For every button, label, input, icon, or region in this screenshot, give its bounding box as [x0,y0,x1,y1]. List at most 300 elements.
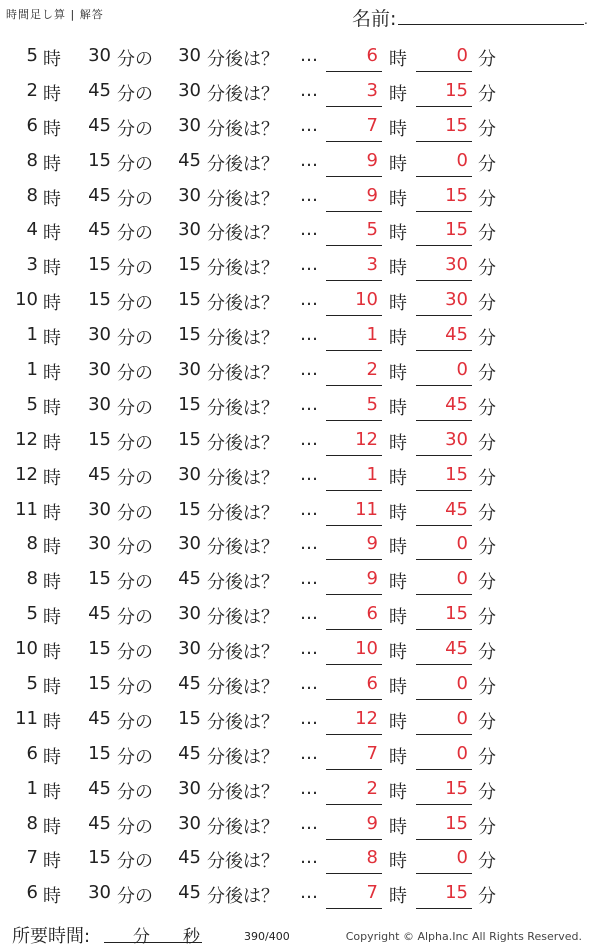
answer-minute-blank[interactable] [416,839,472,840]
answer-minute-blank[interactable] [416,594,472,595]
ellipsis: … [300,498,318,520]
problem-row [0,423,600,458]
ellipsis: … [300,463,318,485]
answer-minute-label: 分 [478,188,496,210]
problem-row [0,737,600,772]
problem-row [0,74,600,109]
problem-row [0,248,600,283]
answer-hour-label: 時 [389,328,407,350]
minutes-later-label: 分後は？ [207,223,279,245]
answer-hour-blank[interactable] [326,490,382,491]
problem-row [0,109,600,144]
elapsed-minutes-label: 分 [133,927,150,947]
added-minutes: 45 [178,882,201,904]
answer-hour-blank[interactable] [326,734,382,735]
ellipsis: … [300,707,318,729]
answer-minute-blank[interactable] [416,734,472,735]
answer-hour-label: 時 [389,886,407,908]
answer-hour-label: 時 [389,816,407,838]
answer-minute-label: 分 [478,781,496,803]
answer-hour-label: 時 [389,153,407,175]
added-minutes: 15 [178,498,201,520]
start-minute: 30 [88,882,111,904]
problem-row [0,597,600,632]
answer-hour: 2 [366,777,378,799]
answer-hour-label: 時 [389,223,407,245]
answer-minute: 0 [456,742,468,764]
answer-minute-label: 分 [478,642,496,664]
answer-minute-label: 分 [478,49,496,70]
added-minutes: 30 [178,45,201,66]
answer-hour-blank[interactable] [326,525,382,526]
hour-label: 時 [43,293,61,315]
answer-minute-blank[interactable] [416,908,472,909]
answer-minute-label: 分 [478,328,496,350]
minutes-later-label: 分後は？ [207,816,279,838]
answer-minute-label: 分 [478,363,496,385]
start-minute: 30 [88,393,111,415]
answer-minute: 15 [445,777,468,799]
hour-label: 時 [43,83,61,105]
answer-minute-label: 分 [478,83,496,105]
answer-hour: 3 [366,254,378,276]
minutes-later-label: 分後は？ [207,258,279,280]
hour-label: 時 [43,816,61,838]
answer-minute-blank[interactable] [416,211,472,212]
start-minute: 15 [88,289,111,311]
hour-label: 時 [43,363,61,385]
answer-hour-blank[interactable] [326,769,382,770]
minute-of-label: 分の [117,397,153,419]
hour-label: 時 [43,328,61,350]
answer-hour: 5 [366,219,378,241]
answer-minute-blank[interactable] [416,804,472,805]
answer-hour-blank[interactable] [326,594,382,595]
answer-hour-label: 時 [389,49,407,70]
minutes-later-label: 分後は？ [207,886,279,908]
ellipsis: … [300,219,318,241]
answer-hour-blank[interactable] [326,315,382,316]
problem-row [0,667,600,702]
hour-label: 時 [43,258,61,280]
added-minutes: 45 [178,742,201,764]
answer-minute-blank[interactable] [416,141,472,142]
minutes-later-label: 分後は？ [207,153,279,175]
problem-row [0,144,600,179]
added-minutes: 30 [178,533,201,555]
hour-label: 時 [43,711,61,733]
minutes-later-label: 分後は？ [207,677,279,699]
answer-hour-blank[interactable] [326,873,382,874]
hour-label: 時 [43,746,61,768]
minutes-later-label: 分後は？ [207,607,279,629]
answer-hour-blank[interactable] [326,71,382,72]
answer-hour-label: 時 [389,781,407,803]
answer-hour-label: 時 [389,711,407,733]
added-minutes: 15 [178,324,201,346]
answer-minute-blank[interactable] [416,280,472,281]
problem-row [0,353,600,388]
answer-minute-label: 分 [478,607,496,629]
ellipsis: … [300,289,318,311]
elapsed-time-label: 所要時間: [12,926,91,947]
answer-minute-label: 分 [478,851,496,873]
name-field-end-dot: . [584,13,588,27]
answer-hour: 7 [366,742,378,764]
answer-minute: 0 [456,149,468,171]
start-minute: 15 [88,428,111,450]
added-minutes: 30 [178,219,201,241]
answer-minute-blank[interactable] [416,420,472,421]
answer-minute: 15 [445,882,468,904]
answer-minute-label: 分 [478,223,496,245]
name-field-line[interactable] [398,24,584,25]
added-minutes: 45 [178,673,201,695]
answer-minute: 30 [445,289,468,311]
answer-hour-blank[interactable] [326,455,382,456]
answer-hour: 9 [366,568,378,590]
hour-label: 時 [43,886,61,908]
answer-minute-blank[interactable] [416,559,472,560]
start-minute: 45 [88,812,111,834]
problem-list [0,39,600,911]
added-minutes: 45 [178,149,201,171]
ellipsis: … [300,184,318,206]
ellipsis: … [300,568,318,590]
answer-minute: 45 [445,638,468,660]
added-minutes: 15 [178,393,201,415]
answer-hour-blank[interactable] [326,245,382,246]
minutes-later-label: 分後は？ [207,432,279,454]
hour-label: 時 [43,467,61,489]
start-hour: 7 [26,847,38,869]
answer-minute-label: 分 [478,153,496,175]
answer-minute: 45 [445,498,468,520]
start-minute: 45 [88,79,111,101]
added-minutes: 30 [178,114,201,136]
minute-of-label: 分の [117,118,153,140]
start-hour: 5 [26,45,38,66]
answer-minute: 0 [456,673,468,695]
minutes-later-label: 分後は？ [207,293,279,315]
answer-hour-blank[interactable] [326,211,382,212]
hour-label: 時 [43,572,61,594]
minute-of-label: 分の [117,886,153,908]
minute-of-label: 分の [117,572,153,594]
answer-hour-label: 時 [389,363,407,385]
answer-minute-blank[interactable] [416,664,472,665]
answer-hour-blank[interactable] [326,629,382,630]
minute-of-label: 分の [117,642,153,664]
minute-of-label: 分の [117,223,153,245]
start-minute: 45 [88,777,111,799]
start-minute: 30 [88,45,111,66]
problem-row [0,179,600,214]
copyright: Copyright © Alpha.Inc All Rights Reserved. [345,930,582,943]
answer-hour: 1 [366,324,378,346]
start-hour: 12 [15,428,38,450]
minute-of-label: 分の [117,49,153,70]
start-hour: 4 [26,219,38,241]
answer-hour-label: 時 [389,188,407,210]
answer-minute-label: 分 [478,502,496,524]
answer-hour: 1 [366,463,378,485]
answer-minute-blank[interactable] [416,350,472,351]
minutes-later-label: 分後は？ [207,781,279,803]
answer-minute-blank[interactable] [416,106,472,107]
answer-hour: 8 [366,847,378,869]
answer-hour: 10 [355,638,378,660]
start-hour: 1 [26,777,38,799]
start-minute: 30 [88,498,111,520]
minute-of-label: 分の [117,293,153,315]
problem-row [0,39,600,74]
start-hour: 5 [26,673,38,695]
ellipsis: … [300,847,318,869]
answer-hour-label: 時 [389,642,407,664]
ellipsis: … [300,812,318,834]
elapsed-seconds-label: 秒 [183,927,200,947]
start-hour: 10 [15,289,38,311]
answer-minute-label: 分 [478,816,496,838]
answer-hour: 11 [355,498,378,520]
answer-minute-label: 分 [478,677,496,699]
answer-minute-blank[interactable] [416,385,472,386]
answer-minute-blank[interactable] [416,71,472,72]
answer-minute-blank[interactable] [416,315,472,316]
answer-minute: 0 [456,707,468,729]
minute-of-label: 分の [117,711,153,733]
answer-hour-blank[interactable] [326,176,382,177]
start-hour: 2 [26,79,38,101]
answer-hour: 7 [366,882,378,904]
start-minute: 45 [88,184,111,206]
answer-minute-blank[interactable] [416,699,472,700]
answer-minute-blank[interactable] [416,490,472,491]
answer-hour: 9 [366,184,378,206]
answer-hour-label: 時 [389,83,407,105]
answer-minute: 0 [456,847,468,869]
ellipsis: … [300,742,318,764]
answer-minute-blank[interactable] [416,629,472,630]
ellipsis: … [300,638,318,660]
added-minutes: 45 [178,568,201,590]
answer-hour-blank[interactable] [326,839,382,840]
answer-minute-blank[interactable] [416,176,472,177]
answer-hour: 6 [366,673,378,695]
answer-minute-label: 分 [478,711,496,733]
minute-of-label: 分の [117,83,153,105]
ellipsis: … [300,114,318,136]
minutes-later-label: 分後は？ [207,537,279,559]
problem-row [0,807,600,842]
hour-label: 時 [43,223,61,245]
minutes-later-label: 分後は？ [207,711,279,733]
answer-minute: 15 [445,219,468,241]
hour-label: 時 [43,153,61,175]
answer-minute-blank[interactable] [416,769,472,770]
answer-hour: 3 [366,79,378,101]
hour-label: 時 [43,118,61,140]
ellipsis: … [300,324,318,346]
answer-hour-label: 時 [389,397,407,419]
hour-label: 時 [43,397,61,419]
answer-minute-label: 分 [478,886,496,908]
ellipsis: … [300,603,318,625]
problem-row [0,702,600,737]
answer-hour-blank[interactable] [326,559,382,560]
answer-hour-label: 時 [389,467,407,489]
answer-hour-label: 時 [389,677,407,699]
minute-of-label: 分の [117,467,153,489]
answer-hour-label: 時 [389,607,407,629]
start-hour: 8 [26,812,38,834]
answer-hour: 9 [366,533,378,555]
answer-minute-label: 分 [478,572,496,594]
ellipsis: … [300,79,318,101]
added-minutes: 30 [178,184,201,206]
start-hour: 6 [26,742,38,764]
answer-minute: 15 [445,114,468,136]
answer-hour-blank[interactable] [326,804,382,805]
start-minute: 45 [88,463,111,485]
problem-row [0,493,600,528]
minutes-later-label: 分後は？ [207,642,279,664]
minutes-later-label: 分後は？ [207,746,279,768]
answer-hour-blank[interactable] [326,908,382,909]
minutes-later-label: 分後は？ [207,188,279,210]
start-hour: 8 [26,533,38,555]
start-minute: 15 [88,742,111,764]
minute-of-label: 分の [117,502,153,524]
answer-hour-blank[interactable] [326,664,382,665]
added-minutes: 30 [178,777,201,799]
answer-hour-blank[interactable] [326,699,382,700]
name-label: 名前: [352,8,397,30]
added-minutes: 30 [178,638,201,660]
answer-hour-blank[interactable] [326,141,382,142]
answer-hour: 6 [366,45,378,66]
answer-hour-label: 時 [389,851,407,873]
added-minutes: 15 [178,428,201,450]
minute-of-label: 分の [117,432,153,454]
answer-minute-blank[interactable] [416,873,472,874]
answer-minute-label: 分 [478,397,496,419]
problem-row [0,876,600,911]
answer-minute-blank[interactable] [416,245,472,246]
answer-hour-label: 時 [389,502,407,524]
added-minutes: 30 [178,79,201,101]
answer-minute-blank[interactable] [416,455,472,456]
problem-row [0,841,600,876]
start-minute: 45 [88,707,111,729]
answer-minute-blank[interactable] [416,525,472,526]
minute-of-label: 分の [117,781,153,803]
minutes-later-label: 分後は？ [207,83,279,105]
answer-minute-label: 分 [478,258,496,280]
hour-label: 時 [43,432,61,454]
minute-of-label: 分の [117,677,153,699]
minute-of-label: 分の [117,258,153,280]
start-hour: 8 [26,149,38,171]
added-minutes: 45 [178,847,201,869]
ellipsis: … [300,254,318,276]
minutes-later-label: 分後は？ [207,467,279,489]
hour-label: 時 [43,851,61,873]
problem-row [0,388,600,423]
minutes-later-label: 分後は？ [207,328,279,350]
answer-minute: 15 [445,79,468,101]
answer-hour-blank[interactable] [326,385,382,386]
start-minute: 15 [88,673,111,695]
page-number: 390/400 [244,930,290,943]
answer-minute: 15 [445,603,468,625]
start-minute: 30 [88,324,111,346]
ellipsis: … [300,533,318,555]
minute-of-label: 分の [117,153,153,175]
answer-minute-label: 分 [478,746,496,768]
answer-hour-blank[interactable] [326,280,382,281]
start-hour: 12 [15,463,38,485]
answer-hour: 6 [366,603,378,625]
start-minute: 30 [88,533,111,555]
problem-row [0,562,600,597]
added-minutes: 30 [178,603,201,625]
answer-hour: 9 [366,149,378,171]
ellipsis: … [300,428,318,450]
answer-minute: 15 [445,463,468,485]
start-hour: 5 [26,603,38,625]
start-hour: 6 [26,882,38,904]
minutes-later-label: 分後は？ [207,502,279,524]
problem-row [0,318,600,353]
answer-hour-label: 時 [389,432,407,454]
answer-hour: 10 [355,289,378,311]
start-minute: 15 [88,149,111,171]
answer-hour-blank[interactable] [326,350,382,351]
answer-minute-label: 分 [478,467,496,489]
answer-hour-blank[interactable] [326,106,382,107]
added-minutes: 15 [178,289,201,311]
minute-of-label: 分の [117,537,153,559]
answer-hour-label: 時 [389,537,407,559]
answer-minute: 45 [445,393,468,415]
problem-row [0,283,600,318]
answer-minute: 0 [456,533,468,555]
ellipsis: … [300,359,318,381]
start-hour: 3 [26,254,38,276]
worksheet-title: 時間足し算 | 解答 [6,8,104,21]
answer-hour: 5 [366,393,378,415]
ellipsis: … [300,882,318,904]
start-hour: 11 [15,498,38,520]
minute-of-label: 分の [117,607,153,629]
hour-label: 時 [43,781,61,803]
ellipsis: … [300,777,318,799]
answer-hour-blank[interactable] [326,420,382,421]
answer-hour: 7 [366,114,378,136]
answer-minute: 0 [456,359,468,381]
answer-minute-label: 分 [478,118,496,140]
start-hour: 10 [15,638,38,660]
start-minute: 15 [88,847,111,869]
answer-minute: 15 [445,184,468,206]
start-minute: 45 [88,114,111,136]
answer-hour: 9 [366,812,378,834]
answer-minute: 30 [445,254,468,276]
minutes-later-label: 分後は？ [207,49,279,70]
start-hour: 5 [26,393,38,415]
